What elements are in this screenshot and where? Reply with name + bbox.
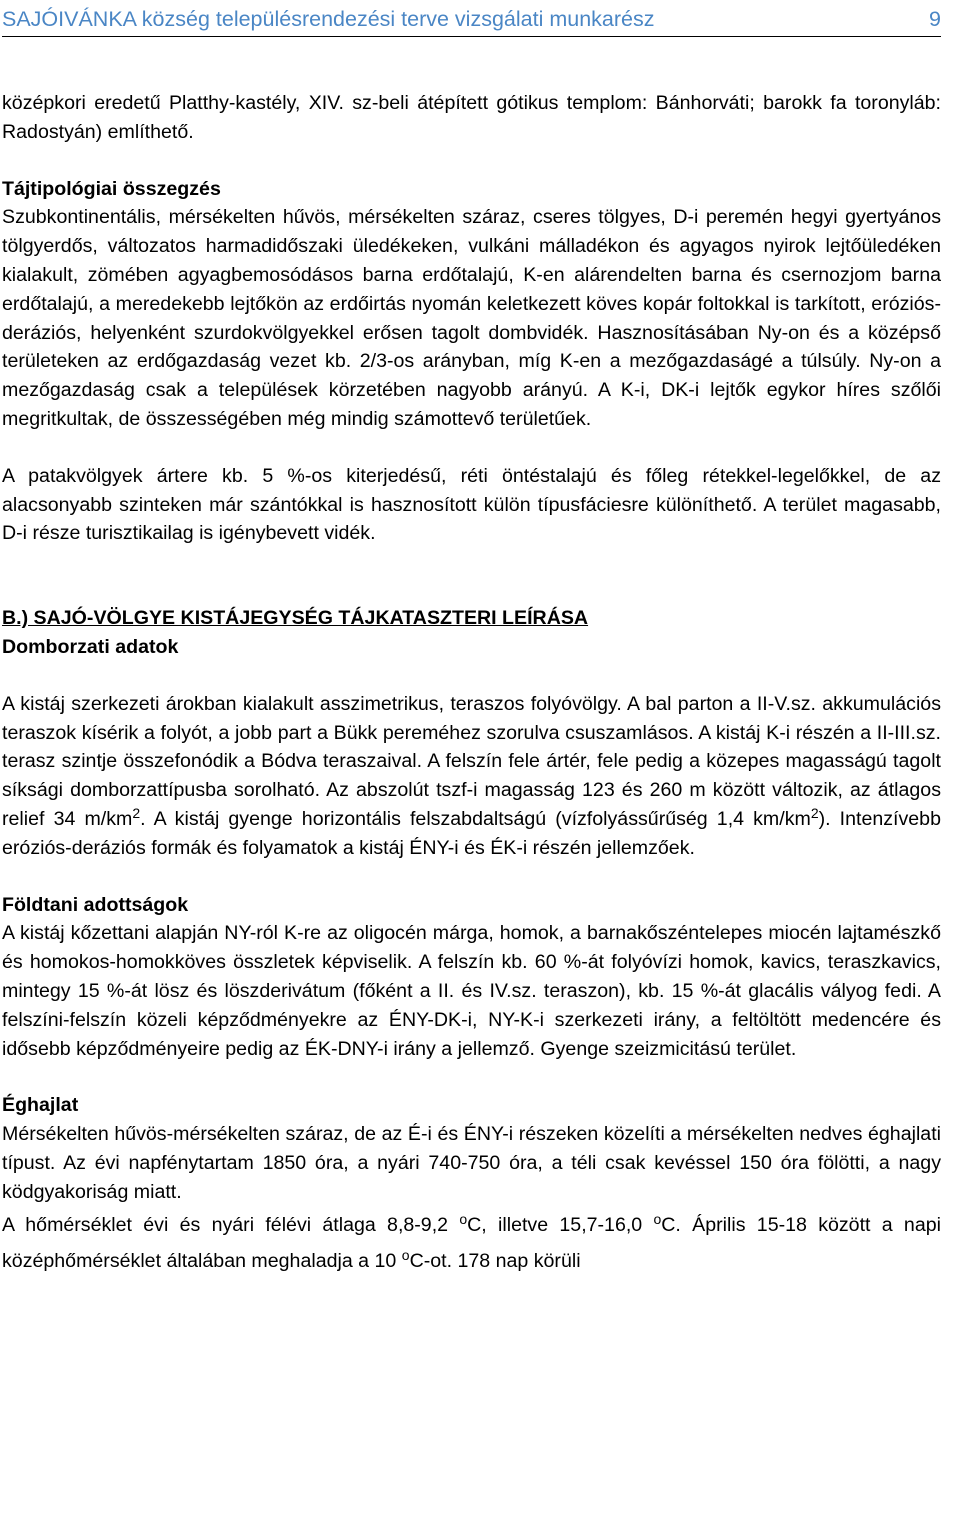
- superscript-2: 2: [810, 804, 819, 821]
- eghajlat-section: [2, 1091, 941, 1278]
- page-number: 9: [929, 7, 941, 31]
- domborzat-text-3: ). Intenzívebb eróziós-deráziós formák és folyamatok a kistáj ÉNY-i és ÉK-i részén jellemzőek.: [2, 807, 941, 859]
- eghajlat-paragraph-2: [2, 1207, 941, 1279]
- running-header: [2, 0, 941, 37]
- domborzat-heading: Domborzati adatok: [2, 635, 179, 658]
- domborzat-paragraph: [2, 690, 941, 863]
- tajtipologia-heading: Tájtipológiai összegzés: [2, 177, 221, 200]
- superscript-o: o: [653, 1210, 662, 1227]
- tajtipologia-paragraph-1: Szubkontinentális, mérsékelten hűvös, mérsékelten száraz, cseres tölgyes, D-i peremén hegyi gyertyános tölgyerdős, változatos harmadidőszaki üledékeken, vulkáni málladékon és agyagos nyirok lejtőüledéken kialakult, zömében agyagbemosódásos barna erdőtalajú, K-en alárendelten barna és csernozjom barna erdőtalajú, a meredekebb lejtőkön az erdőirtás nyomán keletkezett köves kopár foltokkal is tarkított, eróziós-deráziós, helyenként szurdokvölgyekkel erősen tagolt dombvidék. Hasznosításában Ny-on és a középső területeken az erdőgazdaság vezet kb. 2/3-os arányban, míg K-en a mezőgazdaságé a túlsúly. Ny-on a mezőgazdaság csak a települések körzetében nagyobb arányú. A K-i, DK-i lejtők egykor híres szőlői megritkultak, de összességében még mindig számottevő területűek.: [2, 206, 941, 430]
- foldtan-section: [2, 891, 941, 1064]
- document-title: SAJÓIVÁNKA község településrendezési terve vizsgálati munkarész: [2, 7, 655, 31]
- eghajlat-text-4: C-ot. 178 nap körüli: [409, 1249, 581, 1272]
- eghajlat-text-1: A hőmérséklet évi és nyári félévi átlaga 8,8-9,2: [2, 1213, 460, 1236]
- tajtipologia-section: [2, 175, 941, 549]
- section-b: [2, 604, 941, 1278]
- eghajlat-text-3: C. Április 15-18 között a napi középhőmérséklet általában meghaladja a 10: [2, 1213, 941, 1272]
- domborzat-text-2: . A kistáj gyenge horizontális felszabdaltságú (vízfolyássűrűség 1,4 km/km: [140, 807, 811, 830]
- eghajlat-heading: Éghajlat: [2, 1094, 79, 1117]
- foldtan-heading: Földtani adottságok: [2, 893, 189, 916]
- superscript-2: 2: [132, 804, 141, 821]
- superscript-o: o: [459, 1210, 468, 1227]
- foldtan-paragraph: A kistáj kőzettani alapján NY-ról K-re az oligocén márga, homok, a barnakőszéntelepes miocén lajtamészkő és homokos-homokköves összletek képviselik. A felszín kb. 60 %-át folyóvízi homok, kavics, teraszkavics, mintegy 15 %-át lösz és löszderivátum (főként a II. és IV.sz. teraszon), kb. 15 %-át glacális vályog fedi. A felszíni-felszín közeli képződményekre az ÉNY-DK-i, NY-K-i szerkezeti irány, a feltöltött medencére és idősebb képződményeire pedig az ÉK-DNY-i irány a jellemző. Gyenge szeizmicitású terület.: [2, 922, 941, 1060]
- intro-paragraph: középkori eredetű Platthy-kastély, XIV. sz-beli átépített gótikus templom: Bánhorváti; barokk fa toronyláb: Radostyán) említhető.: [2, 92, 941, 143]
- section-b-title: B.) SAJÓ-VÖLGYE KISTÁJEGYSÉG TÁJKATASZTERI LEÍRÁSA: [2, 607, 589, 630]
- eghajlat-paragraph-1: Mérsékelten hűvös-mérsékelten száraz, de az É-i és ÉNY-i részeken közelíti a mérsékelten nedves éghajlati típust. Az évi napfénytartam 1850 óra, a nyári 740-750 óra, a téli csak kevéssel 150 óra fölötti, a nagy ködgyakoriság miatt.: [2, 1123, 941, 1203]
- document-body: [2, 89, 941, 1279]
- eghajlat-text-2: C, illetve 15,7-16,0: [467, 1213, 654, 1236]
- domborzat-text-1: A kistáj szerkezeti árokban kialakult asszimetrikus, teraszos folyóvölgy. A bal parton a II-V.sz. akkumulációs teraszok kísérik a folyót, a jobb part a Bükk pereméhez szorulva csuszamlásos. A kistáj K-i részén a II-III.sz. terasz szintje összefonódik a Bódva teraszaival. A felszín fele ártér, fele pedig a közepes magasságú tagolt síksági domborzattípusba sorolható. Az abszolút tszf-i magasság 123 és 260 m között változik, az átlagos relief 34 m/km: [2, 692, 941, 830]
- superscript-o: o: [401, 1246, 410, 1263]
- tajtipologia-paragraph-2: A patakvölgyek ártere kb. 5 %-os kiterjedésű, réti öntéstalajú és főleg rétekkel-legelőkkel, de az alacsonyabb szinteken már szántókkal is hasznosított külön típusfáciesre különíthető. A terület magasabb, D-i része turisztikailag is igénybevett vidék.: [2, 464, 941, 545]
